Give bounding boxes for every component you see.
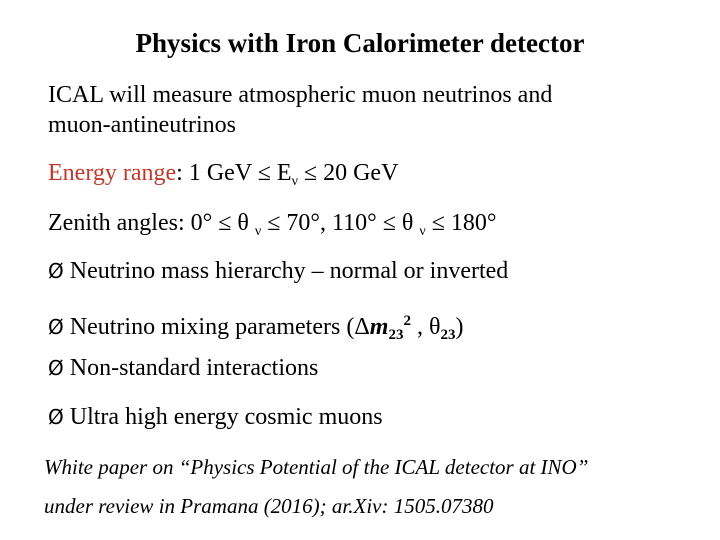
slide-title: Physics with Iron Calorimeter detector [135, 28, 585, 58]
arrow-bullet-icon: Ø [48, 356, 64, 380]
reference-line-1: White paper on “Physics Potential of the ICAL detector at INO” [44, 455, 589, 479]
zenith-part-2: ≤ 70°, 110° ≤ θ [261, 210, 420, 236]
bullet-text: Non-standard interactions [63, 355, 319, 381]
bullet-cosmic-muons [48, 402, 383, 432]
energy-range-label: Energy range [48, 160, 177, 186]
intro-line-1: ICAL will measure atmospheric muon neutrinos and [48, 82, 553, 108]
theta-subscript: 23 [440, 327, 456, 343]
bullet-mixing-parameters [48, 306, 463, 350]
zenith-nu-subscript-1: ν [254, 224, 262, 239]
mass-symbol: m [369, 314, 389, 340]
bullet-text: Neutrino mixing parameters ( [63, 314, 355, 340]
energy-nu-subscript: ν [291, 174, 298, 189]
bullet-mass-hierarchy [48, 256, 508, 286]
mass-superscript: 2 [403, 313, 411, 329]
intro-line-2: muon-antineutrinos [48, 112, 236, 138]
mass-subscript: 23 [388, 327, 404, 343]
delta-symbol: Δ [354, 314, 370, 340]
intro-paragraph [48, 80, 552, 140]
bullet-text: Ultra high energy cosmic muons [63, 404, 383, 430]
arrow-bullet-icon: Ø [48, 315, 64, 339]
reference-line-2: under review in Pramana (2016); ar.Xiv: 1505.07380 [44, 494, 494, 518]
bullet-non-standard-interactions [48, 353, 318, 383]
energy-range-upper: ≤ 20 GeV [297, 160, 399, 186]
arrow-bullet-icon: Ø [48, 405, 64, 429]
energy-range-line [48, 158, 398, 197]
zenith-part-1: Zenith angles: 0° ≤ θ [48, 210, 255, 236]
zenith-angles-line [48, 208, 497, 247]
bullet-text: Neutrino mass hierarchy – normal or inverted [63, 258, 509, 284]
energy-range-lower: : 1 GeV ≤ E [176, 160, 292, 186]
zenith-nu-subscript-2: ν [419, 224, 426, 239]
theta-text: , θ [410, 314, 441, 340]
closing-paren: ) [455, 314, 464, 340]
zenith-part-3: ≤ 180° [425, 210, 497, 236]
arrow-bullet-icon: Ø [48, 259, 64, 283]
